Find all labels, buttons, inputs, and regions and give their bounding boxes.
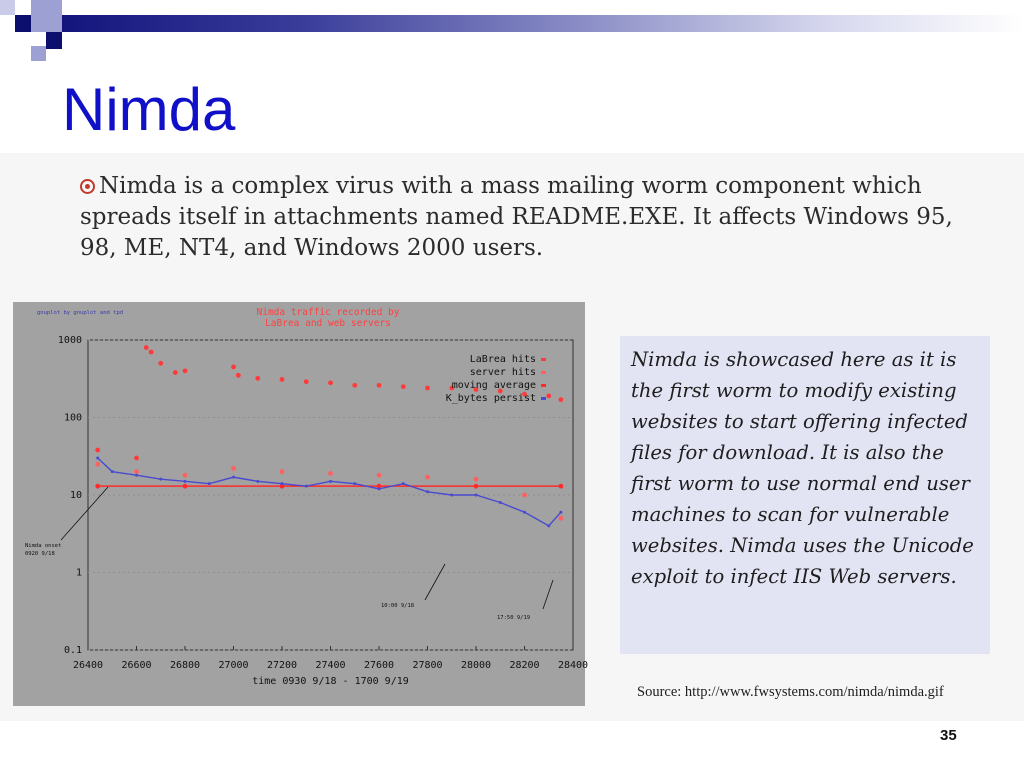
annotation-arrow	[61, 487, 108, 540]
bullet-text: Nimda is a complex virus with a mass mailing worm component which spreads itself in attachments named README.EXE. It affects Windows 95, 98, ME, NT4, and Windows 2000 users.	[80, 173, 953, 261]
chart-svg	[13, 302, 589, 706]
data-point	[208, 482, 211, 485]
data-point	[304, 379, 309, 384]
data-point	[183, 484, 188, 489]
data-point	[328, 380, 333, 385]
chart-title-line: Nimda traffic recorded by	[256, 307, 400, 318]
corner-square-navy	[15, 15, 32, 32]
data-point	[111, 470, 114, 473]
data-point	[328, 471, 333, 476]
legend-label: server hits	[469, 367, 536, 378]
data-point	[183, 473, 188, 478]
data-point	[378, 487, 381, 490]
x-tick-label: 27400	[315, 660, 346, 671]
data-point	[401, 384, 406, 389]
data-point	[95, 484, 100, 489]
legend-swatch	[541, 397, 546, 400]
data-point	[231, 466, 236, 471]
y-tick-label: 1	[75, 567, 82, 579]
data-point	[474, 477, 479, 482]
data-point	[95, 462, 100, 467]
page-number: 35	[940, 727, 957, 744]
data-point	[184, 480, 187, 483]
data-point	[173, 370, 178, 375]
data-point	[559, 511, 562, 514]
x-axis-label: time 0930 9/18 - 1700 9/19	[252, 676, 409, 687]
data-point	[352, 383, 357, 388]
slide-title: Nimda	[62, 76, 236, 143]
callout-box	[620, 336, 990, 654]
data-point	[95, 448, 100, 453]
legend-label: moving average	[451, 380, 536, 391]
y-tick-label: 100	[63, 412, 82, 424]
y-tick-label: 0.1	[63, 645, 82, 656]
data-point	[134, 469, 139, 474]
annotation-17-50: 17:50 9/19	[497, 615, 531, 621]
data-point	[425, 386, 430, 391]
circle-bullet-icon	[80, 179, 95, 194]
corner-square-lavender	[31, 0, 62, 32]
data-point	[450, 494, 453, 497]
corner-square-lavender-2	[31, 46, 46, 61]
data-point	[547, 524, 550, 527]
data-point	[256, 480, 259, 483]
x-tick-label: 28400	[557, 660, 589, 671]
data-point	[329, 480, 332, 483]
data-point	[474, 484, 479, 489]
data-point	[232, 476, 235, 479]
legend-swatch	[541, 384, 546, 387]
x-tick-label: 27800	[412, 660, 443, 671]
data-point	[149, 350, 154, 355]
annotation-onset: 0920 9/18	[25, 551, 55, 557]
data-point	[255, 376, 260, 381]
annotation-arrow	[543, 580, 553, 609]
legend-swatch	[541, 358, 546, 361]
data-point	[135, 474, 138, 477]
corner-square-pale	[0, 0, 15, 15]
data-point	[280, 377, 285, 382]
x-tick-label: 26400	[72, 660, 104, 671]
data-point	[280, 469, 285, 474]
data-point	[281, 482, 284, 485]
legend-swatch	[541, 371, 546, 374]
y-tick-label: 1000	[57, 335, 82, 346]
annotation-onset: Nimda onset	[25, 543, 62, 549]
chart-credit: gnuplot by gnuplot and tpd	[37, 310, 124, 316]
x-tick-label: 27600	[363, 660, 395, 671]
data-point	[183, 368, 188, 373]
data-point	[426, 490, 429, 493]
data-point	[305, 485, 308, 488]
data-point	[523, 511, 526, 514]
x-tick-label: 28000	[460, 660, 492, 671]
x-tick-label: 28200	[509, 660, 540, 671]
data-point	[134, 456, 139, 461]
corner-square-navy-2	[46, 32, 62, 49]
x-tick-label: 27200	[266, 660, 298, 671]
annotation-arrow	[425, 564, 445, 600]
data-point	[231, 364, 236, 369]
x-tick-label: 26600	[121, 660, 152, 671]
data-point	[522, 493, 527, 498]
data-point	[558, 516, 563, 521]
y-tick-label: 10	[69, 490, 82, 501]
callout-text: Nimda is showcased here as it is the first worm to modify existing websites to start offering infected files for download. It is also the first worm to use normal end user machines to scan for vulnerable websites. Nimda uses the Unicode exploit to infect IIS Web servers.	[631, 348, 974, 588]
data-point	[144, 345, 149, 350]
data-point	[475, 494, 478, 497]
x-tick-label: 26800	[169, 660, 201, 671]
data-point	[499, 501, 502, 504]
data-point	[353, 482, 356, 485]
legend-label: LaBrea hits	[469, 354, 536, 365]
data-point	[558, 484, 563, 489]
data-point	[236, 373, 241, 378]
data-point	[546, 393, 551, 398]
data-point	[558, 397, 563, 402]
bullet-text-block	[80, 171, 980, 264]
series-line-kbytes-persist	[98, 458, 561, 526]
data-point	[159, 478, 162, 481]
source-citation: Source: http://www.fwsystems.com/nimda/nimda.gif	[637, 684, 944, 700]
annotation-10-00: 10:00 9/18	[381, 603, 415, 609]
data-point	[158, 361, 163, 366]
data-point	[377, 383, 382, 388]
legend-label: K_bytes persist	[445, 393, 536, 404]
header-gradient-bar	[62, 15, 1024, 32]
data-point	[377, 473, 382, 478]
data-point	[402, 482, 405, 485]
nimda-traffic-chart	[13, 302, 589, 706]
chart-title-line: LaBrea and web servers	[265, 318, 391, 329]
data-point	[425, 475, 430, 480]
data-point	[96, 457, 99, 460]
x-tick-label: 27000	[218, 660, 249, 671]
